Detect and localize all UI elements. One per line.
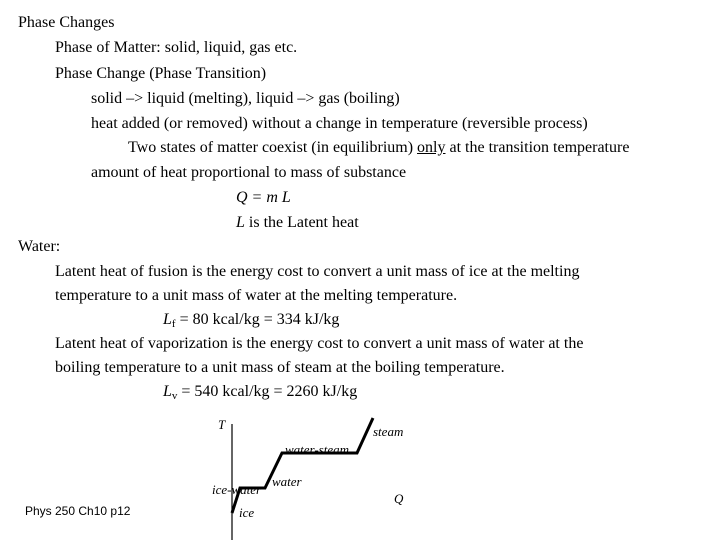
lv-values: = 540 kcal/kg = 2260 kJ/kg	[177, 383, 358, 400]
lv-subscript: v	[171, 390, 178, 402]
ice-label: ice	[239, 505, 255, 520]
only-emphasis: only	[417, 139, 446, 156]
heat-added-line: heat added (or removed) without a change in temperature (reversible process)	[91, 115, 588, 132]
two-states-prefix: Two states of matter coexist (in equilibrium)	[128, 139, 418, 156]
y-axis-label: T	[218, 417, 226, 432]
two-states-line	[128, 138, 629, 158]
phase-of-matter-line: Phase of Matter: solid, liquid, gas etc.	[55, 39, 298, 56]
vaporization-line-2: boiling temperature to a unit mass of steam at the boiling temperature.	[55, 359, 505, 376]
lf-values: = 80 kcal/kg = 334 kJ/kg	[175, 311, 340, 328]
fusion-line-1: Latent heat of fusion is the energy cost to convert a unit mass of ice at the melting	[55, 263, 580, 280]
latent-heat-definition	[236, 213, 359, 233]
steam-label: steam	[373, 424, 404, 439]
two-states-suffix: at the transition temperature	[445, 139, 630, 156]
lf-symbol: L	[163, 311, 172, 328]
page-title: Phase Changes	[18, 14, 115, 31]
lv-symbol: L	[163, 383, 172, 400]
water-label: water	[272, 474, 302, 489]
heating-curve	[232, 418, 373, 513]
fusion-equation	[163, 310, 339, 334]
phase-change-line: Phase Change (Phase Transition)	[55, 65, 267, 82]
vaporization-equation	[163, 382, 357, 406]
x-axis-label: Q	[394, 491, 404, 506]
fusion-line-2: temperature to a unit mass of water at the melting temperature.	[55, 287, 458, 304]
lf-subscript: f	[171, 318, 176, 330]
melting-boiling-line: solid –> liquid (melting), liquid –> gas (boiling)	[91, 90, 400, 107]
latent-text: is the Latent heat	[244, 214, 359, 231]
latent-symbol: L	[236, 214, 245, 231]
vaporization-line-1: Latent heat of vaporization is the energy cost to convert a unit mass of water at the	[55, 335, 584, 352]
slide-footer: Phys 250 Ch10 p12	[25, 504, 131, 518]
ice-water-label: ice-water	[212, 482, 262, 497]
amount-heat-line: amount of heat proportional to mass of substance	[91, 164, 407, 181]
water-steam-label: water-steam	[285, 442, 350, 457]
latent-heat-equation: Q = m L	[236, 189, 291, 206]
water-heading: Water:	[18, 238, 61, 255]
